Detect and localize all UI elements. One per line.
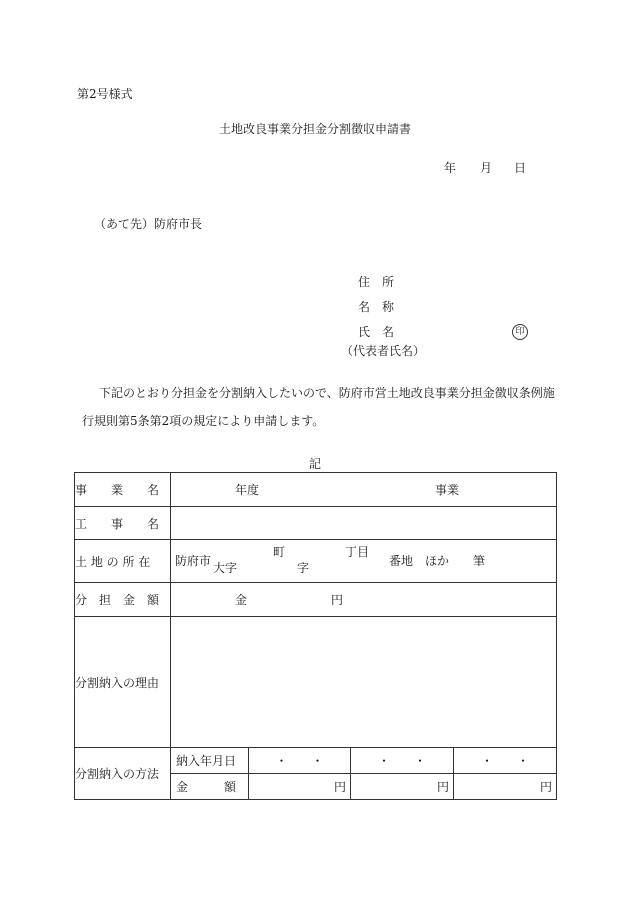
payment-amount-2[interactable]: 円 (351, 774, 454, 800)
ki-heading: 記 (308, 457, 321, 471)
payment-date-3[interactable]: ・ ・ (454, 748, 557, 774)
payment-amount-label: 金 額 (171, 774, 249, 800)
row-project-name (75, 473, 557, 507)
banchi-label: 番地 (389, 554, 414, 568)
body-line-1: 下記のとおり分担金を分割納入したいので、防府市営土地改良事業分担金徴収条例施 (99, 386, 555, 400)
date-year: 年 (444, 161, 457, 175)
project-name-value[interactable] (171, 473, 557, 507)
amount-value[interactable] (171, 583, 557, 617)
row-amount (75, 583, 557, 617)
payment-date-2[interactable]: ・ ・ (351, 748, 454, 774)
oaza-label: 大字 (213, 561, 238, 575)
representative-label: （代表者氏名） (341, 344, 426, 358)
project-year-suffix: 年度 (235, 483, 260, 497)
work-name-label: 工 事 名 (75, 507, 171, 540)
land-location-value[interactable] (171, 540, 557, 583)
hitsu-label: 筆 (473, 554, 486, 568)
hoka-label: ほか (425, 554, 450, 568)
seal-icon: 印 (512, 324, 528, 340)
row-land-location (75, 540, 557, 583)
work-name-value[interactable] (171, 507, 557, 540)
payment-amount-3[interactable]: 円 (454, 774, 557, 800)
person-label: 氏 名 (358, 325, 395, 339)
chome-label: 丁目 (345, 545, 370, 559)
application-table (74, 472, 557, 800)
reason-label: 分割納入の理由 (75, 617, 171, 748)
reason-value[interactable] (171, 617, 557, 748)
method-label: 分割納入の方法 (75, 748, 171, 800)
payment-date-label: 納入年月日 (171, 748, 249, 774)
aza-label: 字 (297, 561, 310, 575)
kin-label: 金 (235, 593, 248, 607)
project-suffix: 事業 (435, 483, 460, 497)
body-line-2: 行規則第5条第2項の規定により申請します。 (82, 414, 325, 428)
row-reason (75, 617, 557, 748)
row-method-date (75, 748, 557, 774)
date-month: 月 (480, 161, 493, 175)
project-name-label: 事 業 名 (75, 473, 171, 507)
payment-amount-1[interactable]: 円 (249, 774, 351, 800)
name-label: 名 称 (358, 300, 395, 314)
amount-label: 分 担 金 額 (75, 583, 171, 617)
address-label: 住 所 (358, 275, 395, 289)
land-location-label: 土 地 の 所 在 (75, 540, 171, 583)
city-name: 防府市 (175, 554, 212, 568)
addressee: （あて先）防府市長 (94, 217, 203, 231)
form-number: 第2号様式 (77, 87, 133, 101)
payment-date-1[interactable]: ・ ・ (249, 748, 351, 774)
row-work-name (75, 507, 557, 540)
date-day: 日 (514, 161, 527, 175)
machi-label: 町 (273, 545, 286, 559)
page-title: 土地改良事業分担金分割徴収申請書 (218, 122, 411, 136)
seal-mark (512, 324, 528, 340)
yen-label: 円 (331, 593, 344, 607)
